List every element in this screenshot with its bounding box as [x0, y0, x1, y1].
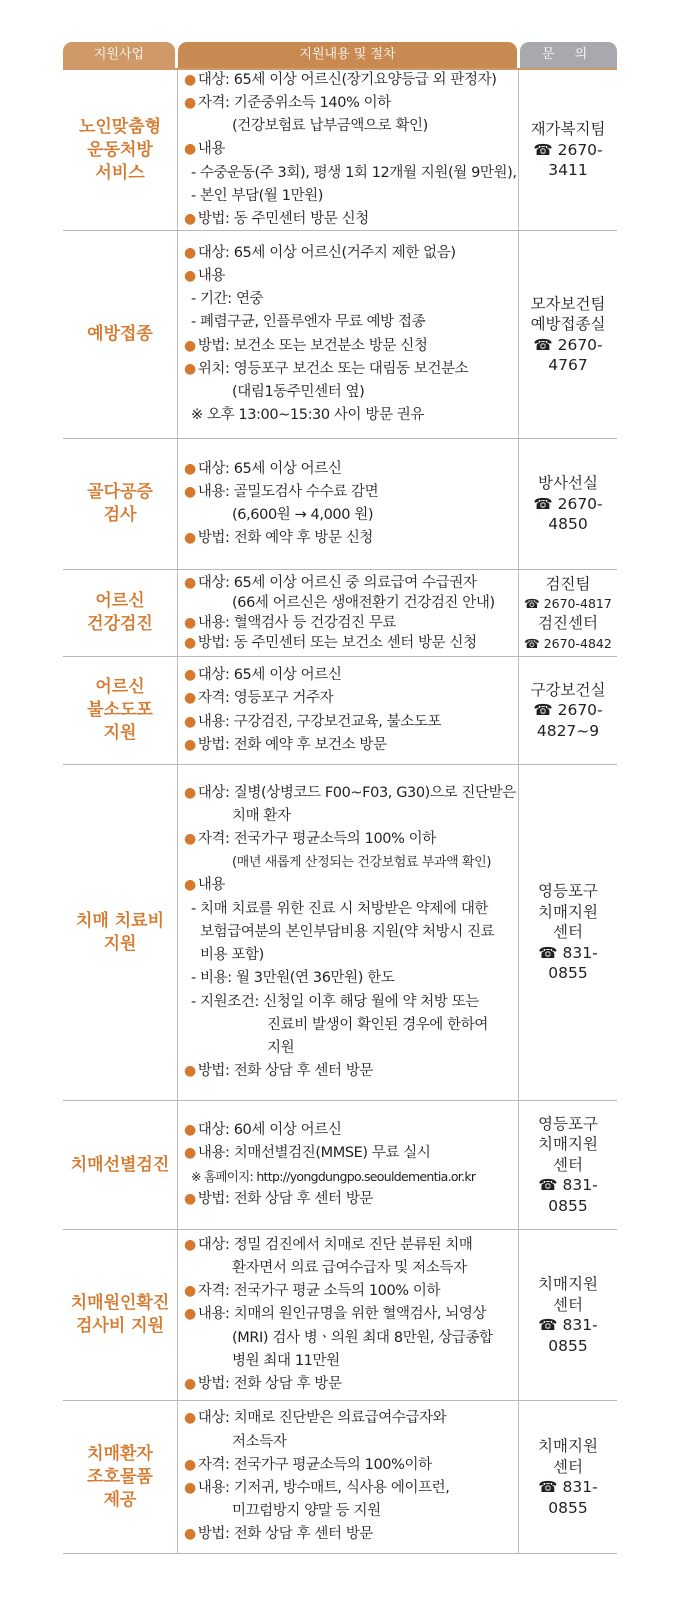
program-contact: 치매지원 센터 ☎ 831- 0855 — [538, 1275, 598, 1355]
program-name: 골다공증 검사 — [87, 482, 153, 525]
bullet-icon: ● — [184, 360, 196, 377]
bullet-icon: ● — [184, 267, 196, 284]
program-content: ● 대상: 65세 이상 어르신(거주지 제한 없음) ● 내용 - 기간: 연중 - 폐렴구균, 인플루엔자 무료 예방 접종 ● 방법: 보건소 또는 보건분소 방문 신청 ● 위치: 영등포구 보건소 또는 대림동 보건분소 (대림1동주민센터 옆) ※ 오후 13:00~15:30 사이 방문 권유 — [184, 244, 469, 424]
bullet-icon: ● — [184, 690, 196, 707]
table-row — [63, 1101, 617, 1230]
bullet-icon: ● — [184, 141, 196, 158]
bullet-icon: ● — [184, 1456, 196, 1473]
bullet-icon: ● — [184, 95, 196, 111]
program-content: ● 대상: 65세 이상 어르신(장기요양등급 외 판정자) ● 자격: 기준중위소득 140% 이하 (건강보험료 납부금액으로 확인) ● 내용 - 수중운동(주 3회), 평생 1회 12개월 지원(월 9만원), - 본인 부담(월 1만원) ● 방법: 동 주민센터 방문 신청 — [184, 71, 517, 228]
bullet-icon: ● — [184, 1526, 196, 1543]
bullet-icon: ● — [184, 831, 196, 848]
bullet-icon: ● — [184, 337, 196, 354]
program-contact: 검진팀 ☎ 2670-4817 검진센터 ☎ 2670-4842 — [524, 574, 612, 651]
bullet-icon: ● — [184, 877, 196, 894]
bullet-icon: ● — [184, 713, 196, 730]
bullet-icon: ● — [184, 1480, 196, 1496]
header-content: 지원내용 및 절차 — [178, 42, 517, 68]
program-name: 예방접종 — [87, 324, 153, 344]
bullet-icon: ● — [184, 575, 196, 591]
table-row — [63, 765, 617, 1101]
bullet-icon: ● — [184, 1306, 196, 1323]
bullet-icon: ● — [184, 71, 196, 88]
program-name: 치매환자 조호물품 제공 — [87, 1443, 153, 1510]
table-row — [63, 657, 617, 765]
bullet-icon: ● — [184, 1063, 196, 1080]
bullet-icon: ● — [184, 530, 196, 547]
table-row — [63, 1401, 617, 1554]
bullet-icon: ● — [184, 1283, 196, 1300]
bullet-icon: ● — [184, 244, 196, 261]
table-row — [63, 1230, 617, 1401]
bullet-icon: ● — [184, 460, 196, 477]
program-content: ● 대상: 65세 이상 어르신 ● 내용: 골밀도검사 수수료 감면 (6,600원 → 4,000 원) ● 방법: 전화 예약 후 방문 신청 — [184, 460, 379, 547]
program-content: ● 대상: 65세 이상 어르신 중 의료급여 수급권자 (66세 어르신은 생애전환기 건강검진 안내) ● 내용: 혈액검사 등 건강검진 무료 ● 방법: 동 주민센터 또는 보건소 센터 방문 신청 — [184, 575, 495, 651]
table-row — [63, 70, 617, 231]
program-contact: 치매지원 센터 ☎ 831- 0855 — [538, 1437, 598, 1517]
program-name: 어르신 불소도포 지원 — [87, 677, 153, 743]
program-name: 노인맞춤형 운동처방 서비스 — [78, 116, 162, 183]
bullet-icon: ● — [184, 1236, 196, 1253]
bullet-icon: ● — [184, 1191, 196, 1208]
table-row — [63, 231, 617, 439]
bullet-icon: ● — [184, 1410, 196, 1427]
program-content: ● 대상: 질병(상병코드 F00~F03, G30)으로 진단받은 치매 환자 ● 자격: 전국가구 평균소득의 100% 이하 (매년 새롭게 산정되는 건강보험료 부과액 확인) ● 내용 - 치매 치료를 위한 진료 시 처방받은 약제에 대한 보험급여분의 본인부담비용 지원(약 처방시 진료 비용 포함) - 비용: 월 3만원(연 36만원) 한도 - 지원조건: 신청일 이후 해당 월에 약 처방 또는 진료비 발생이 확인된 경우에 한하여 지원 ● 방법: 전화 상담 후 센터 방문 — [184, 784, 516, 1080]
bullet-icon: ● — [184, 736, 196, 753]
program-contact: 구강보건실 ☎ 2670- 4827~9 — [530, 680, 606, 740]
program-contact: 모자보건팀 예방접종실 ☎ 2670- 4767 — [530, 294, 606, 374]
program-contact: 영등포구 치매지원 센터 ☎ 831- 0855 — [538, 1114, 598, 1215]
program-contact: 영등포구 치매지원 센터 ☎ 831- 0855 — [538, 882, 598, 983]
table-header — [63, 42, 617, 68]
program-content: ● 대상: 60세 이상 어르신 ● 내용: 치매선별검진(MMSE) 무료 실시 ※ 홈페이지: http://yongdungpo.seouldementia.or.kr ● 방법: 전화 상담 후 센터 방문 — [184, 1121, 476, 1208]
table-row — [63, 439, 617, 570]
program-name: 치매원인확진 검사비 지원 — [70, 1293, 170, 1336]
program-name: 치매선별검진 — [70, 1154, 170, 1175]
program-contact: 재가복지팀 ☎ 2670- 3411 — [530, 120, 606, 180]
bullet-icon: ● — [184, 483, 196, 500]
bullet-icon: ● — [184, 667, 196, 684]
bullet-icon: ● — [184, 1121, 196, 1138]
bullet-icon: ● — [184, 615, 196, 631]
header-contact: 문 의 — [520, 42, 617, 68]
program-content: ● 대상: 65세 이상 어르신 ● 자격: 영등포구 거주자 ● 내용: 구강검진, 구강보건교육, 불소도포 ● 방법: 전화 예약 후 보건소 방문 — [184, 667, 442, 753]
bullet-icon: ● — [184, 211, 196, 228]
bullet-icon: ● — [184, 635, 196, 651]
support-program-table — [63, 42, 617, 1543]
program-contact: 방사선실 ☎ 2670- 4850 — [533, 474, 603, 534]
program-name: 치매 치료비 지원 — [75, 910, 165, 954]
program-content: ● 대상: 치매로 진단받은 의료급여수급자와 저소득자 ● 자격: 전국가구 평균소득의 100%이하 ● 내용: 기저귀, 방수매트, 식사용 에이프런, 미끄럼방지 양말 등 지원 ● 방법: 전화 상담 후 센터 방문 — [184, 1410, 450, 1543]
bullet-icon: ● — [184, 1144, 196, 1161]
table-row — [63, 570, 617, 657]
bullet-icon: ● — [184, 1376, 196, 1392]
program-content: ● 대상: 정밀 검진에서 치매로 진단 분류된 치매 환자면서 의료 급여수급자 및 저소득자 ● 자격: 전국가구 평균 소득의 100% 이하 ● 내용: 치매의 원인규명을 위한 혈액검사, 뇌영상 (MRI) 검사 병ㆍ의원 최대 8만원, 상급종합 병원 최대 11만원 ● 방법: 전화 상담 후 방문 — [184, 1236, 493, 1392]
program-name: 어르신 건강검진 — [87, 591, 153, 634]
header-program: 지원사업 — [63, 42, 175, 68]
bullet-icon: ● — [184, 784, 196, 801]
